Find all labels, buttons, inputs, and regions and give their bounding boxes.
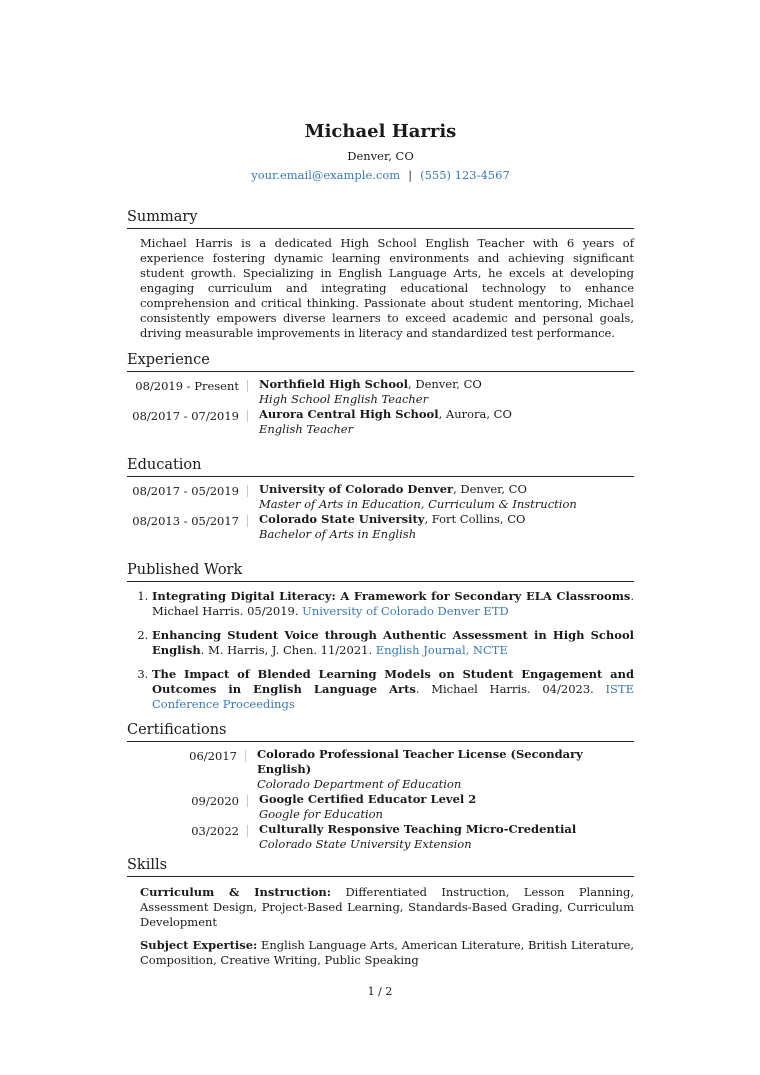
publication-title: Enhancing Student Voice through Authentic Assessment in High School English xyxy=(152,628,634,657)
certification-entry xyxy=(127,822,634,852)
certification-name: Colorado Professional Teacher License (Secondary English) xyxy=(256,747,583,776)
certification-issuer: Google for Education xyxy=(259,807,383,821)
summary-text: Michael Harris is a dedicated High School English Teacher with 6 years of experience fostering dynamic learning environments and achieving significant student growth. Specializing in English Language Arts, he excels at developing engaging curriculum and integrating educational technology to enhance comprehension and critical thinking. Passionate about student mentoring, Michael consistently empowers diverse learners to exceed academic and personal goals, driving measurable improvements in literacy and standardized test performance. xyxy=(140,236,634,340)
entry-date: 09/2020 xyxy=(127,795,248,807)
skill-label: Curriculum & Instruction: xyxy=(140,885,332,899)
publication-meta: . Michael Harris. 05/2019. xyxy=(152,589,634,618)
publication-venue-link[interactable]: English Journal, NCTE xyxy=(375,643,508,657)
education-section xyxy=(127,456,634,542)
header xyxy=(127,120,634,183)
experience-entry xyxy=(127,407,634,437)
skill-group xyxy=(127,885,634,930)
published-heading: Published Work xyxy=(127,561,634,582)
experience-heading: Experience xyxy=(127,351,634,372)
entry-role: English Teacher xyxy=(259,422,354,436)
publication-meta: . Michael Harris. 04/2023. xyxy=(415,682,606,696)
page-number: 1 / 2 xyxy=(367,985,393,998)
skill-group xyxy=(127,938,634,968)
entry-date: 08/2017 - 05/2019 xyxy=(127,485,248,497)
publication-title: The Impact of Blended Learning Models on Student Engagement and Outcomes in English Language Arts xyxy=(152,667,634,696)
entry-place: , Denver, CO xyxy=(453,482,527,496)
entry-date: 08/2019 - Present xyxy=(127,380,248,392)
skills-section xyxy=(127,856,634,968)
certification-name: Google Certified Educator Level 2 xyxy=(259,792,477,806)
publication-venue-link[interactable]: University of Colorado Denver ETD xyxy=(302,604,509,618)
entry-degree: Bachelor of Arts in English xyxy=(259,527,417,541)
experience-section xyxy=(127,351,634,437)
certification-issuer: Colorado Department of Education xyxy=(256,777,462,791)
entry-org: Aurora Central High School xyxy=(259,407,439,421)
email-link[interactable]: your.email@example.com xyxy=(251,168,401,182)
certification-name: Culturally Responsive Teaching Micro-Credential xyxy=(259,822,577,836)
entry-date: 06/2017 xyxy=(127,750,246,762)
certifications-heading: Certifications xyxy=(127,721,634,742)
entry-place: , Denver, CO xyxy=(408,377,482,391)
education-entry xyxy=(127,482,634,512)
certification-entry xyxy=(127,747,634,792)
location: Denver, CO xyxy=(347,149,414,163)
publication-item xyxy=(152,667,634,712)
skills-heading: Skills xyxy=(127,856,634,877)
entry-date: 03/2022 xyxy=(127,825,248,837)
contact-separator: | xyxy=(408,168,413,182)
skill-label: Subject Expertise: xyxy=(140,938,258,952)
experience-entry xyxy=(127,377,634,407)
publication-item xyxy=(152,628,634,658)
education-heading: Education xyxy=(127,456,634,477)
publication-meta: . M. Harris, J. Chen. 11/2021. xyxy=(200,643,376,657)
contact-line xyxy=(127,167,634,183)
certification-entry xyxy=(127,792,634,822)
published-section xyxy=(127,561,634,721)
entry-org: Colorado State University xyxy=(259,512,425,526)
entry-role: High School English Teacher xyxy=(259,392,429,406)
education-entry xyxy=(127,512,634,542)
entry-degree: Master of Arts in Education, Curriculum & Instruction xyxy=(259,497,577,511)
certification-issuer: Colorado State University Extension xyxy=(259,837,472,851)
entry-date: 08/2017 - 07/2019 xyxy=(127,410,248,422)
summary-section xyxy=(127,208,634,341)
certifications-section xyxy=(127,721,634,852)
skill-list: English Language Arts, American Literature, British Literature, Composition, Creative Writing, Public Speaking xyxy=(140,938,634,967)
skill-list: Differentiated Instruction, Lesson Planning, Assessment Design, Project-Based Learning, Standards-Based Grading, Curriculum Development xyxy=(140,885,635,929)
publication-venue-link[interactable]: ISTE Conference Proceedings xyxy=(152,682,634,711)
publication-item xyxy=(152,589,634,619)
entry-date: 08/2013 - 05/2017 xyxy=(127,515,248,527)
entry-org: Northfield High School xyxy=(259,377,409,391)
candidate-name: Michael Harris xyxy=(304,121,457,142)
entry-place: , Fort Collins, CO xyxy=(424,512,526,526)
entry-org: University of Colorado Denver xyxy=(259,482,454,496)
entry-place: , Aurora, CO xyxy=(438,407,512,421)
publication-title: Integrating Digital Literacy: A Framework for Secondary ELA Classrooms xyxy=(152,589,631,603)
summary-heading: Summary xyxy=(127,208,634,229)
phone-link[interactable]: (555) 123-4567 xyxy=(420,168,510,182)
publication-list xyxy=(127,589,634,712)
